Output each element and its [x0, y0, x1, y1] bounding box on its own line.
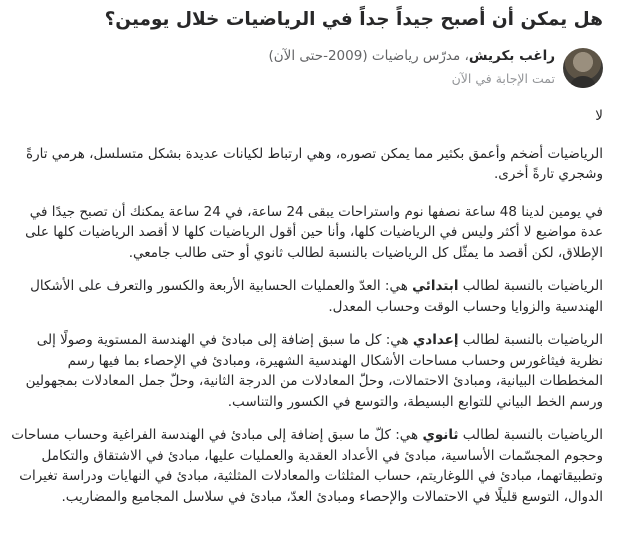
answer-paragraph: الرياضيات أضخم وأعمق بكثير مما يمكن تصوره، وهي ارتباط لكيانات عديدة بشكل متسلسل، هرمي تارةً وشجري تارةً أخرى. — [26, 145, 603, 182]
author-meta — [269, 47, 556, 88]
author-name[interactable]: راغب بكريش — [468, 48, 555, 64]
author-credential: ، مدرّس رياضيات (2009-حتى الآن) — [268, 48, 469, 64]
answer-timestamp[interactable]: تمت الإجابة في الآن — [451, 71, 555, 86]
paragraph-text: الرياضيات بالنسبة لطالب — [458, 332, 603, 348]
paragraph-text: الرياضيات بالنسبة لطالب — [458, 427, 603, 443]
answer-body — [10, 106, 603, 507]
bold-term: ابتدائي — [412, 278, 459, 294]
bold-term: ثانوي — [422, 427, 459, 443]
paragraph-text: هي: العدّ والعمليات الحسابية الأربعة والكسور والتعرف على الأشكال الهندسية والزوايا وحساب الوقت وحساب المعدل. — [30, 278, 603, 315]
answer-paragraph — [10, 276, 603, 317]
paragraph-text: الرياضيات بالنسبة لطالب — [458, 278, 603, 294]
answer-paragraph — [10, 330, 603, 412]
paragraph-text: هي: كلّ ما سبق إضافة إلى مبادئ في الهندسة الفراغية وحساب مساحات وحجوم المجسّمات الأساسية، مبادئ في الأعداد العقدية والعمليات عليها، مبادئ في الاشتقاق والتكامل وتطبيقاتهما، مبادئ في اللوغاريتم، حساب المثلثات والمعادلات المثلثية، مبادئ في النهايات ودراسة تغيرات الدوال، التوسع قليلًا في الاحتمالات والإحصاء ومبادئ العدّ، مبادئ في سلاسل المجاميع والمضاريب. — [11, 427, 603, 505]
answer-paragraph: في يومين لدينا 48 ساعة نصفها نوم واستراحات يبقى 24 ساعة، في 24 ساعة يمكنك أن تصبح جيدًا في عدة مواضيع لا أكثر وليس في الرياضيات كلها، وأنا حين أقول الرياضيات كلها لا أقصد الرياضيات كلها على الإطلاق، لكن أقصد ما يمثّل كل الرياضيات بالنسبة لطالب ثانوي أو حتى طالب جامعي. — [25, 203, 603, 261]
author-row — [10, 47, 603, 91]
paragraph-text: هي: كل ما سبق إضافة إلى مبادئ في الهندسة المستوية وصولًا إلى نظرية فيثاغورس وحساب مساحات الأشكال الهندسية الشهيرة، ومبادئ في الإحصاء بما فيها رسم المخططات البيانية، ومبادئ الاحتمالات، وحلّ المعادلات من الدرجة الثانية، وحلّ جمل المعادلات بمجهولين ورسم الخط البياني للتوابع البسيطة، والتوسع في الكسور والتناسب. — [25, 332, 603, 410]
question-title[interactable]: هل يمكن أن أصبح جيداً جداً في الرياضيات خلال يومين؟ — [104, 9, 603, 30]
answer-paragraph — [10, 425, 603, 507]
author-line — [269, 47, 556, 66]
answer-paragraph: لا — [595, 108, 603, 124]
answer-page — [0, 8, 617, 507]
bold-term: إعدادي — [412, 332, 459, 348]
avatar[interactable] — [563, 48, 603, 88]
